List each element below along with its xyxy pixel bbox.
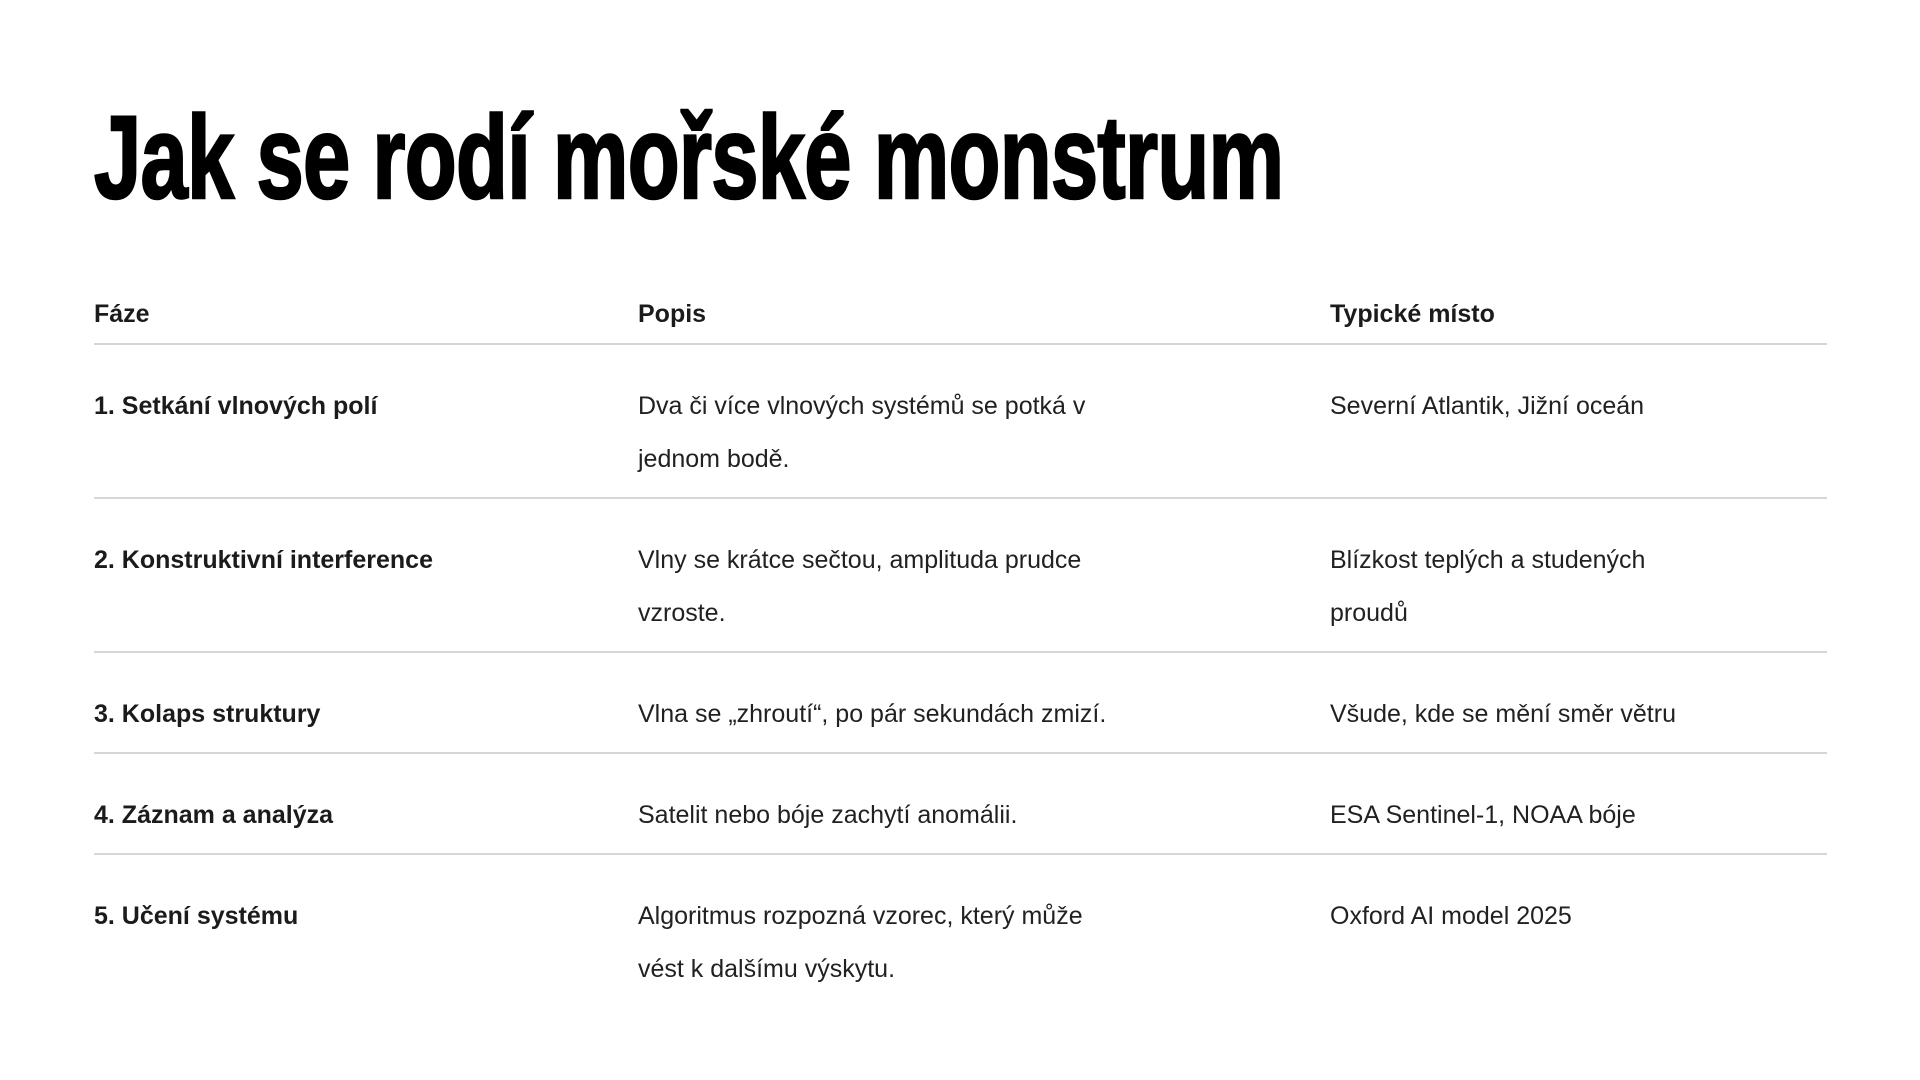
table-row bbox=[94, 652, 1827, 753]
column-header-popis: Popis bbox=[638, 288, 1330, 344]
phase-cell: 2. Konstruktivní interference bbox=[94, 498, 638, 652]
column-header-typicke-misto: Typické místo bbox=[1330, 288, 1827, 344]
description-cell: Algoritmus rozpozná vzorec, který může vést k dalšímu výskytu. bbox=[638, 902, 1083, 983]
location-cell: Oxford AI model 2025 bbox=[1330, 902, 1572, 930]
table-header-row bbox=[94, 288, 1827, 344]
description-cell: Dva či více vlnových systémů se potká v jednom bodě. bbox=[638, 344, 1330, 498]
column-header-faze: Fáze bbox=[94, 288, 638, 344]
table-row bbox=[94, 498, 1827, 652]
phase-cell: 1. Setkání vlnových polí bbox=[94, 344, 638, 498]
table-row bbox=[94, 753, 1827, 854]
phase-cell: 5. Učení systému bbox=[94, 902, 299, 930]
location-cell: Severní Atlantik, Jižní oceán bbox=[1330, 344, 1827, 498]
description-cell: Vlny se krátce sečtou, amplituda prudce vzroste. bbox=[638, 498, 1330, 652]
location-cell: Blízkost teplých a studených proudů bbox=[1330, 498, 1827, 652]
description-cell: Vlna se „zhroutí“, po pár sekundách zmizí. bbox=[638, 652, 1330, 753]
phase-cell: 3. Kolaps struktury bbox=[94, 652, 638, 753]
location-cell: Všude, kde se mění směr větru bbox=[1330, 652, 1827, 753]
table-row bbox=[94, 344, 1827, 498]
phases-table bbox=[94, 288, 1827, 1007]
page-title: Jak se rodí mořské monstrum bbox=[94, 92, 1284, 224]
phase-cell: 4. Záznam a analýza bbox=[94, 753, 638, 854]
table-row bbox=[94, 854, 1827, 1007]
description-cell: Satelit nebo bóje zachytí anomálii. bbox=[638, 753, 1330, 854]
location-cell: ESA Sentinel-1, NOAA bóje bbox=[1330, 753, 1827, 854]
